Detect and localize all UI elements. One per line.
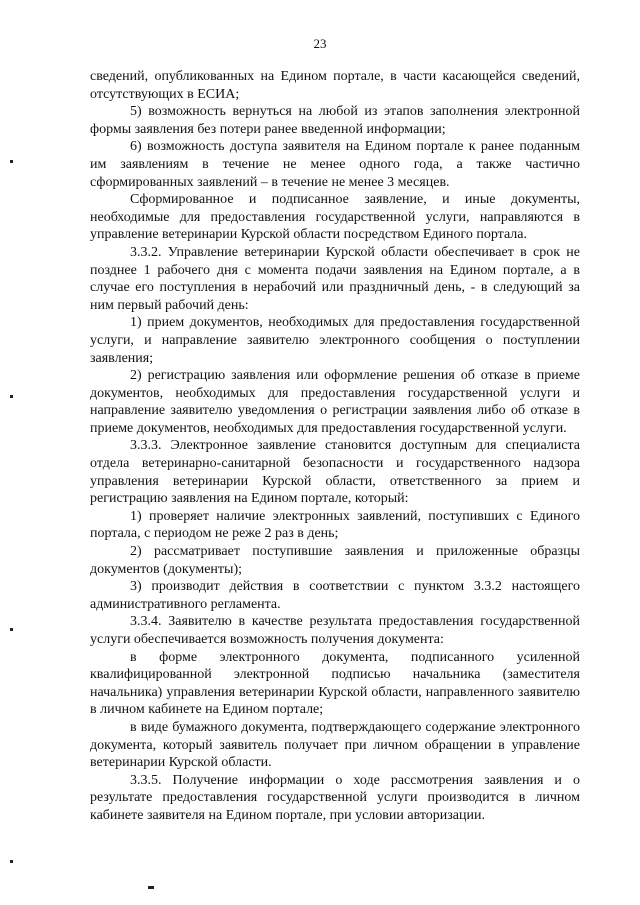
paragraph: 3.3.4. Заявителю в качестве результата предоставления государственной услуги обеспечивается возможность получения документа:	[90, 614, 580, 647]
paragraph: 2) рассматривает поступившие заявления и приложенные образцы документов (документы);	[90, 544, 580, 577]
paragraph: 3.3.5. Получение информации о ходе рассмотрения заявления и о результате предоставления государственной услуги производится в личном кабинете заявителя на Едином портале, при условии авторизации.	[90, 772, 580, 823]
paragraph: Сформированное и подписанное заявление, и иные документы, необходимые для предоставления государственной услуги, направляются в управление ветеринарии Курской области посредством Единого портала.	[90, 192, 580, 243]
paragraph: сведений, опубликованных на Едином портале, в части касающейся сведений, отсутствующих в ЕСИА;	[90, 69, 580, 102]
scan-mark	[10, 628, 13, 631]
paragraph: 6) возможность доступа заявителя на Едином портале к ранее поданным им заявлениям в течение не менее одного года, а также частично сформированных заявлений – в течение не менее 3 месяцев.	[90, 139, 580, 190]
scan-mark	[10, 860, 13, 863]
paragraph: в форме электронного документа, подписанного усиленной квалифицированной электронной подписью начальника (заместителя начальника) управления ветеринарии Курской области, направленного заявителю в личном кабинете на Едином портале;	[90, 649, 580, 718]
paragraph: в виде бумажного документа, подтверждающего содержание электронного документа, который заявитель получает при личном обращении в управление ветеринарии Курской области.	[90, 719, 580, 771]
scan-mark	[10, 160, 13, 163]
paragraph: 3.3.2. Управление ветеринарии Курской области обеспечивает в срок не позднее 1 рабочего дня с момента подачи заявления на Едином портале, а в случае его поступления в нерабочий или праздничный день, - в следующий за ним первый рабочий день:	[90, 244, 580, 313]
document-body	[90, 68, 580, 825]
paragraph: 1) проверяет наличие электронных заявлений, поступивших с Единого портала, с периодом не реже 2 раз в день;	[90, 508, 580, 542]
paragraph: 3) производит действия в соответствии с пунктом 3.3.2 настоящего административного регламента.	[90, 579, 580, 612]
paragraph: 3.3.3. Электронное заявление становится доступным для специалиста отдела ветеринарно-санитарной безопасности и государственного надзора управления ветеринарии Курской области, ответственного за прием и регистрацию заявления на Едином портале, который:	[90, 438, 580, 507]
paragraph: 5) возможность вернуться на любой из этапов заполнения электронной формы заявления без потери ранее введенной информации;	[90, 104, 580, 137]
page-number: 23	[313, 36, 327, 51]
scan-mark	[148, 886, 154, 889]
paragraph: 2) регистрацию заявления или оформление решения об отказе в приеме документов, необходимых для предоставления государственной услуги и направление заявителю уведомления о регистрации заявления либо об отказе в приеме документов, необходимых для предоставления государственной услуги.	[90, 368, 580, 436]
scan-mark	[10, 395, 13, 398]
paragraph: 1) прием документов, необходимых для предоставления государственной услуги, и направление заявителю электронного сообщения о поступлении заявления;	[90, 315, 580, 366]
